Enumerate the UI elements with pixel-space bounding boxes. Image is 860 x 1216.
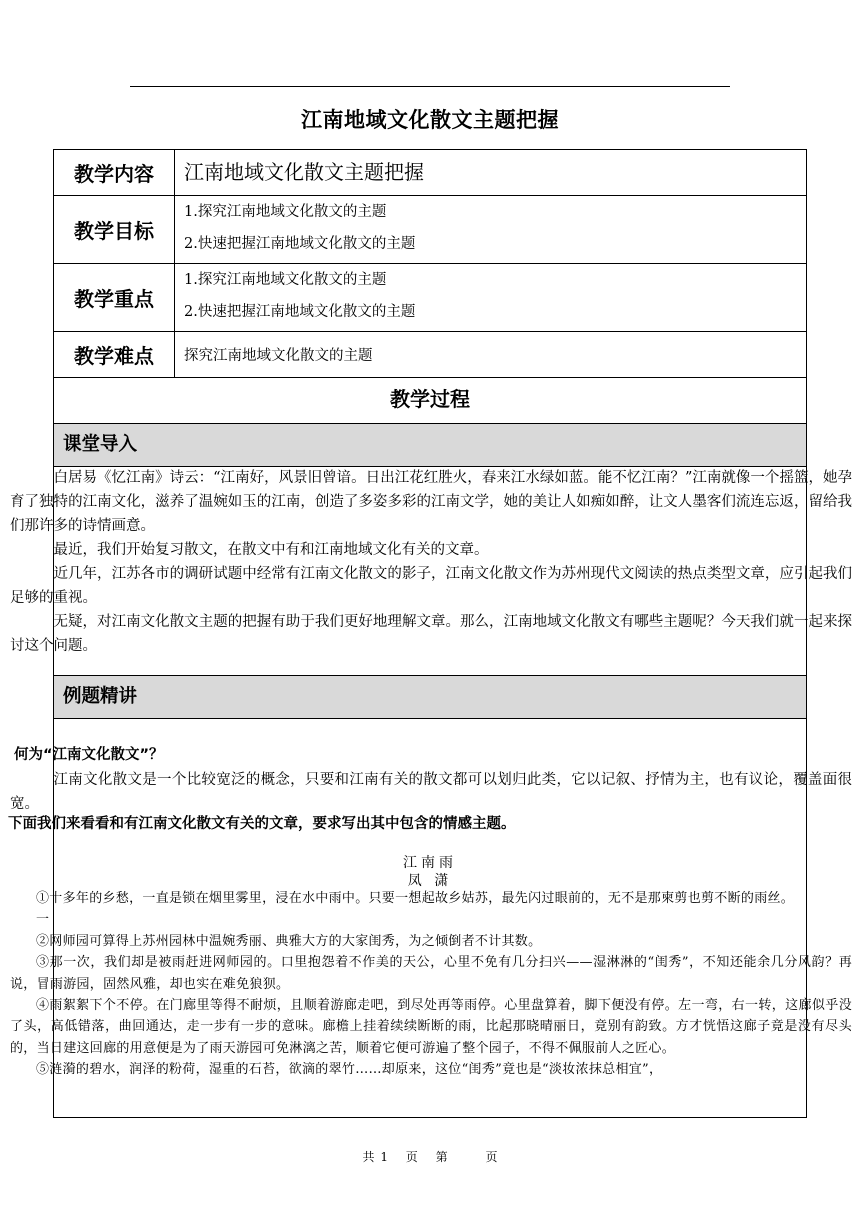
example-question: 何为“江南文化散文”？ [14, 747, 164, 763]
intro-paragraph: 白居易《忆江南》诗云：“江南好，风景旧曾谙。日出江花红胜火，春来江水绿如蓝。能不忆江南？”江南就像一个摇篮，她孕育了独特的江南文化，滋养了温婉如玉的江南，创造了多姿多彩的江南文学，她的美让人如痴如醉，让文人墨客们流连忘返，留给我们那许多的诗情画意。 [10, 470, 852, 534]
essay-paragraph: ⑤涟漪的碧水，润泽的粉荷，湿重的石苔，欲滴的翠竹……却原来，这位“闺秀”竟也是“淡妆浓抹总相宜”， [36, 1062, 663, 1078]
footer-total-pages: 1 [380, 1150, 388, 1164]
example-task: 下面我们来看看和有江南文化散文有关的文章，要求写出其中包含的情感主题。 [8, 816, 516, 832]
label-key-points: 教学重点 [54, 264, 175, 331]
intro-heading: 课堂导入 [63, 434, 138, 455]
essay-paragraph: ②网师园可算得上苏州园林中温婉秀丽、典雅大方的大家闺秀，为之倾倒者不计其数。 [36, 933, 542, 949]
section-header-examples [54, 676, 806, 719]
intro-paragraph: 最近，我们开始复习散文，在散文中有和江南地域文化有关的文章。 [53, 542, 489, 558]
footer-current-unit: 页 [485, 1150, 498, 1164]
document-title: 江南地域文化散文主题把握 [301, 108, 559, 132]
essay-section-number: 一 [36, 912, 50, 928]
example-definition: 江南文化散文是一个比较宽泛的概念，只要和江南有关的散文都可以划归此类，它以记叙、抒情为主，也有议论，覆盖面很宽。 [10, 772, 852, 812]
page-footer [0, 1148, 860, 1165]
row-teaching-content [54, 150, 806, 196]
key-point-item: 1.探究江南地域文化散文的主题 [184, 272, 387, 288]
label-teaching-content: 教学内容 [54, 150, 175, 195]
objective-item: 2.快速把握江南地域文化散文的主题 [184, 236, 416, 252]
header-rule [130, 86, 730, 87]
essay-body [10, 888, 852, 1081]
essay-title: 江南雨 [403, 855, 457, 871]
essay-paragraph: ③那一次，我们却是被雨赶进网师园的。口里抱怨着不作美的天公，心里不免有几分扫兴——湿淋淋的“闺秀”，不知还能余几分风韵？再说，冒雨游园，固然风雅，却也实在难免狼狈。 [10, 955, 852, 992]
row-process-title [54, 378, 806, 424]
examples-heading: 例题精讲 [63, 686, 138, 707]
section-header-intro [54, 424, 806, 467]
row-key-points [54, 264, 806, 332]
footer-current-label: 第 [435, 1150, 448, 1164]
intro-text [10, 466, 852, 658]
label-difficulty: 教学难点 [54, 332, 175, 377]
footer-page-unit: 页 [405, 1150, 418, 1164]
objective-item: 1.探究江南地域文化散文的主题 [184, 204, 387, 220]
essay-paragraph: ④雨絮絮下个不停。在门廊里等得不耐烦，且顺着游廊走吧，到尽处再等雨停。心里盘算着，脚下便没有停。左一弯，右一转，这廊似乎没了头，高低错落，曲回通达，走一步有一步的意味。廊檐上挂着续续断断的雨，比起那晓晴丽日，竟别有韵致。方才恍悟这廊子竟是没有尽头的，当日建这回廊的用意便是为了雨天游园可免淋漓之苦，顺着它便可游遍了整个园子，不得不佩服前人之匠心。 [10, 998, 852, 1056]
key-point-item: 2.快速把握江南地域文化散文的主题 [184, 304, 416, 320]
essay-paragraph: ①十多年的乡愁，一直是锁在烟里雾里，浸在水中雨中。只要一想起故乡姑苏，最先闪过眼前的，无不是那柬剪也剪不断的雨丝。 [36, 891, 795, 906]
process-title: 教学过程 [390, 387, 470, 411]
row-teaching-objectives [54, 196, 806, 264]
footer-total-label: 共 [362, 1150, 375, 1164]
intro-paragraph: 近几年，江苏各市的调研试题中经常有江南文化散文的影子，江南文化散文作为苏州现代文阅读的热点类型文章，应引起我们足够的重视。 [10, 566, 852, 606]
essay-author: 凤 潇 [407, 873, 453, 889]
label-teaching-objectives: 教学目标 [54, 196, 175, 263]
row-difficulty [54, 332, 806, 378]
value-teaching-content: 江南地域文化散文主题把握 [184, 160, 424, 184]
intro-paragraph: 无疑，对江南文化散文主题的把握有助于我们更好地理解文章。那么，江南地域文化散文有哪些主题呢？今天我们就一起来探讨这个问题。 [10, 614, 852, 654]
value-difficulty: 探究江南地域文化散文的主题 [184, 348, 373, 364]
